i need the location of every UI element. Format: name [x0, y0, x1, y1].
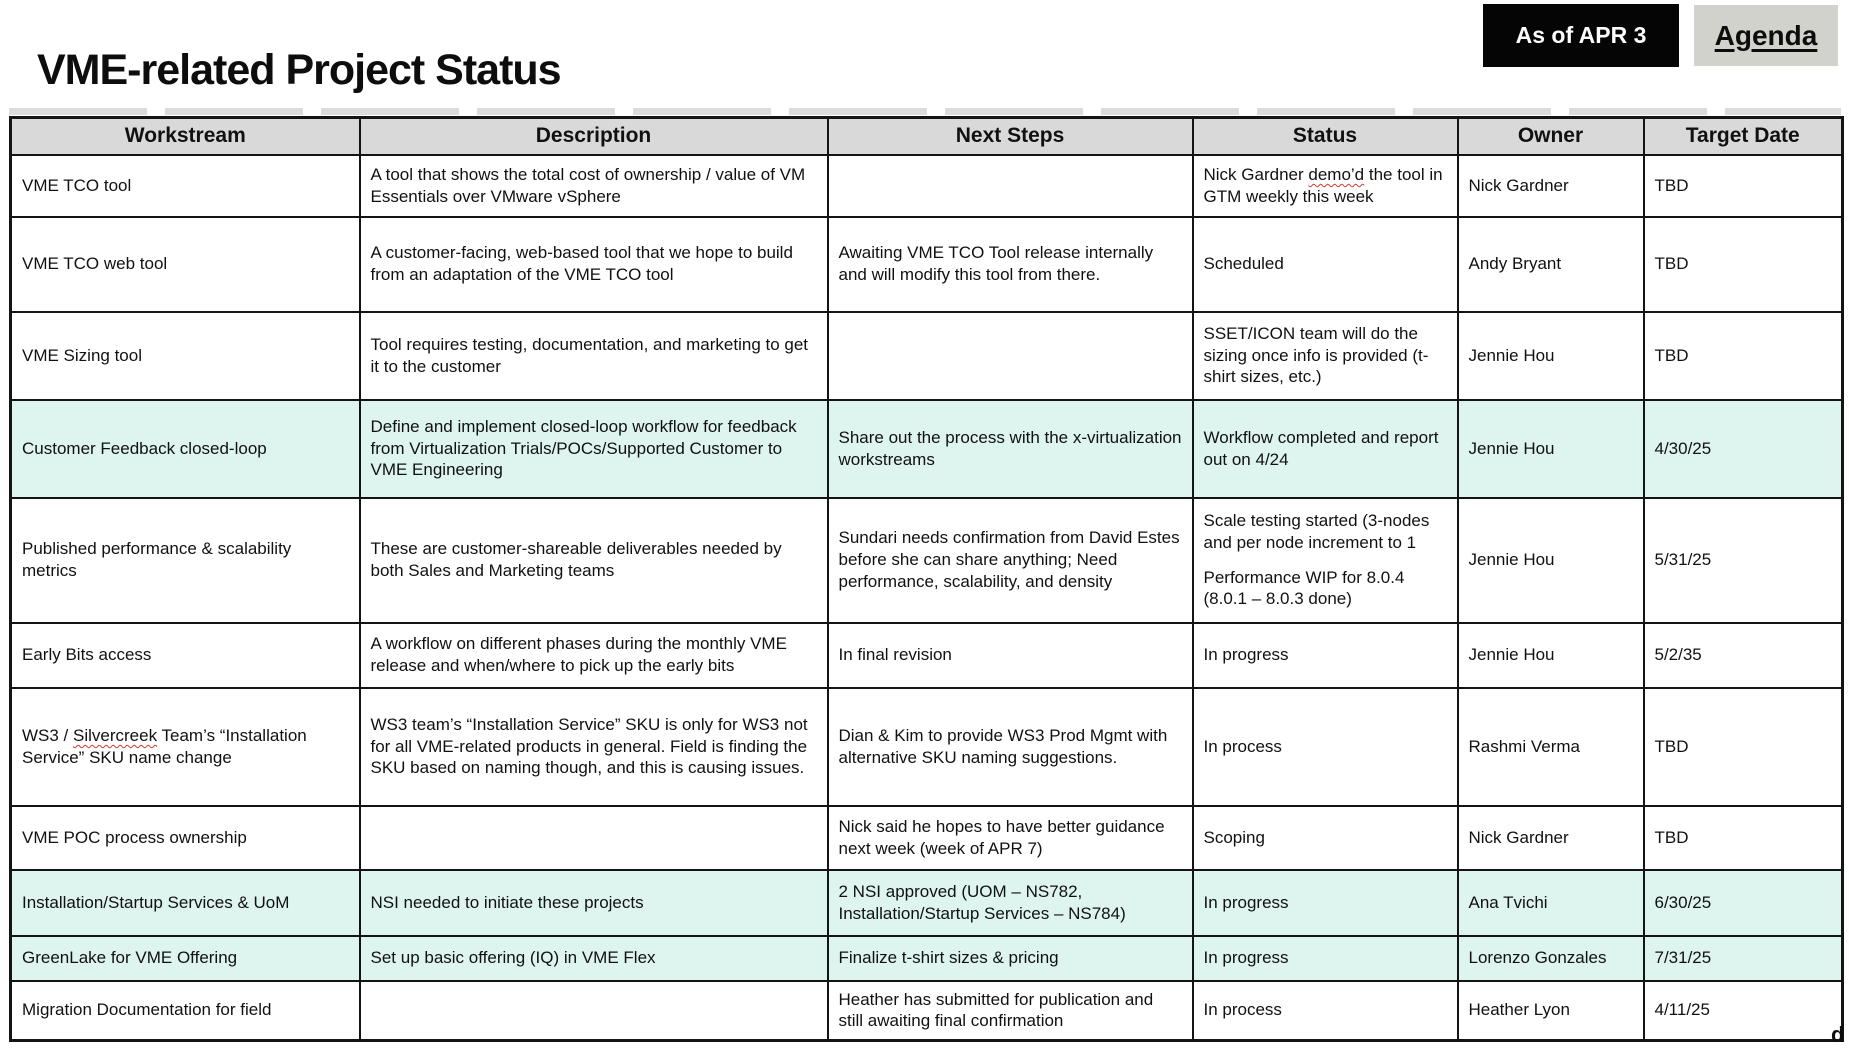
cell-description: A customer-facing, web-based tool that we hope to build from an adaptation of the VME TCO tool	[360, 217, 828, 312]
cell-target-date: 4/11/25	[1644, 981, 1843, 1041]
cell-status: Scoping	[1193, 806, 1458, 870]
cell-target-date: TBD	[1644, 155, 1843, 217]
cell-owner: Heather Lyon	[1458, 981, 1644, 1041]
table-row	[11, 936, 1843, 981]
cell-status: Scheduled	[1193, 217, 1458, 312]
cell-workstream: WS3 / Silvercreek Team’s “Installation Service” SKU name change	[11, 688, 360, 806]
cell-owner: Nick Gardner	[1458, 806, 1644, 870]
cell-next-steps: Awaiting VME TCO Tool release internally and will modify this tool from there.	[828, 217, 1193, 312]
cell-status: Workflow completed and report out on 4/24	[1193, 400, 1458, 498]
cell-description: A tool that shows the total cost of ownership / value of VM Essentials over VMware vSphere	[360, 155, 828, 217]
cell-owner: Rashmi Verma	[1458, 688, 1644, 806]
as-of-date-badge	[1483, 4, 1679, 67]
cell-workstream: Installation/Startup Services & UoM	[11, 870, 360, 936]
cell-status: SSET/ICON team will do the sizing once info is provided (t-shirt sizes, etc.)	[1193, 312, 1458, 400]
table-row	[11, 217, 1843, 312]
cell-owner: Lorenzo Gonzales	[1458, 936, 1644, 981]
cell-workstream: Customer Feedback closed-loop	[11, 400, 360, 498]
page-title: VME-related Project Status	[37, 46, 561, 94]
col-header-owner: Owner	[1458, 118, 1644, 155]
cell-description: Tool requires testing, documentation, and marketing to get it to the customer	[360, 312, 828, 400]
as-of-date-label: As of APR 3	[1515, 22, 1647, 48]
cell-status: In progress	[1193, 870, 1458, 936]
cell-owner: Jennie Hou	[1458, 623, 1644, 688]
cell-next-steps: In final revision	[828, 623, 1193, 688]
cell-description: WS3 team’s “Installation Service” SKU is only for WS3 not for all VME-related products in general. Field is finding the SKU based on naming though, and this is causing issues.	[360, 688, 828, 806]
agenda-link[interactable]: Agenda	[1714, 19, 1818, 51]
cell-workstream: VME TCO web tool	[11, 217, 360, 312]
cell-workstream: VME POC process ownership	[11, 806, 360, 870]
cell-status: Nick Gardner demo’d the tool in GTM weekly this week	[1193, 155, 1458, 217]
cell-workstream: Migration Documentation for field	[11, 981, 360, 1041]
cell-description: These are customer-shareable deliverables needed by both Sales and Marketing teams	[360, 498, 828, 623]
cell-target-date: TBD	[1644, 688, 1843, 806]
cell-next-steps	[828, 155, 1193, 217]
cell-next-steps: Finalize t-shirt sizes & pricing	[828, 936, 1193, 981]
cell-workstream: Published performance & scalability metrics	[11, 498, 360, 623]
cell-next-steps	[828, 312, 1193, 400]
col-header-target-date: Target Date	[1644, 118, 1843, 155]
cell-target-date: TBD	[1644, 806, 1843, 870]
cell-status: Scale testing started (3-nodes and per node increment to 1 Performance WIP for 8.0.4 (8.0.1 – 8.0.3 done)	[1193, 498, 1458, 623]
cell-owner: Ana Tvichi	[1458, 870, 1644, 936]
cell-owner: Jennie Hou	[1458, 498, 1644, 623]
cell-description	[360, 981, 828, 1041]
cell-owner: Jennie Hou	[1458, 312, 1644, 400]
cell-target-date: 5/31/25	[1644, 498, 1843, 623]
table-row	[11, 498, 1843, 623]
cell-target-date: TBD	[1644, 217, 1843, 312]
table-row	[11, 870, 1843, 936]
table-row	[11, 155, 1843, 217]
cell-description: Define and implement closed-loop workflow for feedback from Virtualization Trials/POCs/Supported Customer to VME Engineering	[360, 400, 828, 498]
cell-next-steps: Nick said he hopes to have better guidance next week (week of APR 7)	[828, 806, 1193, 870]
cell-next-steps: Share out the process with the x-virtualization workstreams	[828, 400, 1193, 498]
cell-workstream: VME Sizing tool	[11, 312, 360, 400]
cell-target-date: 7/31/25	[1644, 936, 1843, 981]
cell-target-date: 6/30/25	[1644, 870, 1843, 936]
stray-character: d	[1831, 1022, 1845, 1047]
cell-description: Set up basic offering (IQ) in VME Flex	[360, 936, 828, 981]
cell-next-steps: Dian & Kim to provide WS3 Prod Mgmt with alternative SKU naming suggestions.	[828, 688, 1193, 806]
table-row	[11, 981, 1843, 1041]
cell-status: In progress	[1193, 936, 1458, 981]
table-row	[11, 688, 1843, 806]
cell-owner: Andy Bryant	[1458, 217, 1644, 312]
cell-workstream: VME TCO tool	[11, 155, 360, 217]
cell-next-steps: 2 NSI approved (UOM – NS782, Installation/Startup Services – NS784)	[828, 870, 1193, 936]
cell-next-steps: Sundari needs confirmation from David Estes before she can share anything; Need performance, scalability, and density	[828, 498, 1193, 623]
col-header-workstream: Workstream	[11, 118, 360, 155]
project-status-table	[9, 116, 1844, 1042]
cell-workstream: Early Bits access	[11, 623, 360, 688]
cell-description: NSI needed to initiate these projects	[360, 870, 828, 936]
table-row	[11, 806, 1843, 870]
table-row	[11, 312, 1843, 400]
cell-owner: Jennie Hou	[1458, 400, 1644, 498]
cell-owner: Nick Gardner	[1458, 155, 1644, 217]
col-header-status: Status	[1193, 118, 1458, 155]
cell-status: In process	[1193, 981, 1458, 1041]
table-top-artifact-strip	[9, 108, 1841, 115]
cell-description: A workflow on different phases during the monthly VME release and when/where to pick up the early bits	[360, 623, 828, 688]
col-header-description: Description	[360, 118, 828, 155]
cell-workstream: GreenLake for VME Offering	[11, 936, 360, 981]
col-header-next-steps: Next Steps	[828, 118, 1193, 155]
cell-description	[360, 806, 828, 870]
table-row	[11, 623, 1843, 688]
cell-status: In progress	[1193, 623, 1458, 688]
cell-target-date: 5/2/35	[1644, 623, 1843, 688]
table-row	[11, 400, 1843, 498]
table-header-row	[11, 118, 1843, 155]
cell-next-steps: Heather has submitted for publication and still awaiting final confirmation	[828, 981, 1193, 1041]
agenda-link-container	[1694, 5, 1838, 66]
cell-target-date: TBD	[1644, 312, 1843, 400]
cell-target-date: 4/30/25	[1644, 400, 1843, 498]
cell-status: In process	[1193, 688, 1458, 806]
